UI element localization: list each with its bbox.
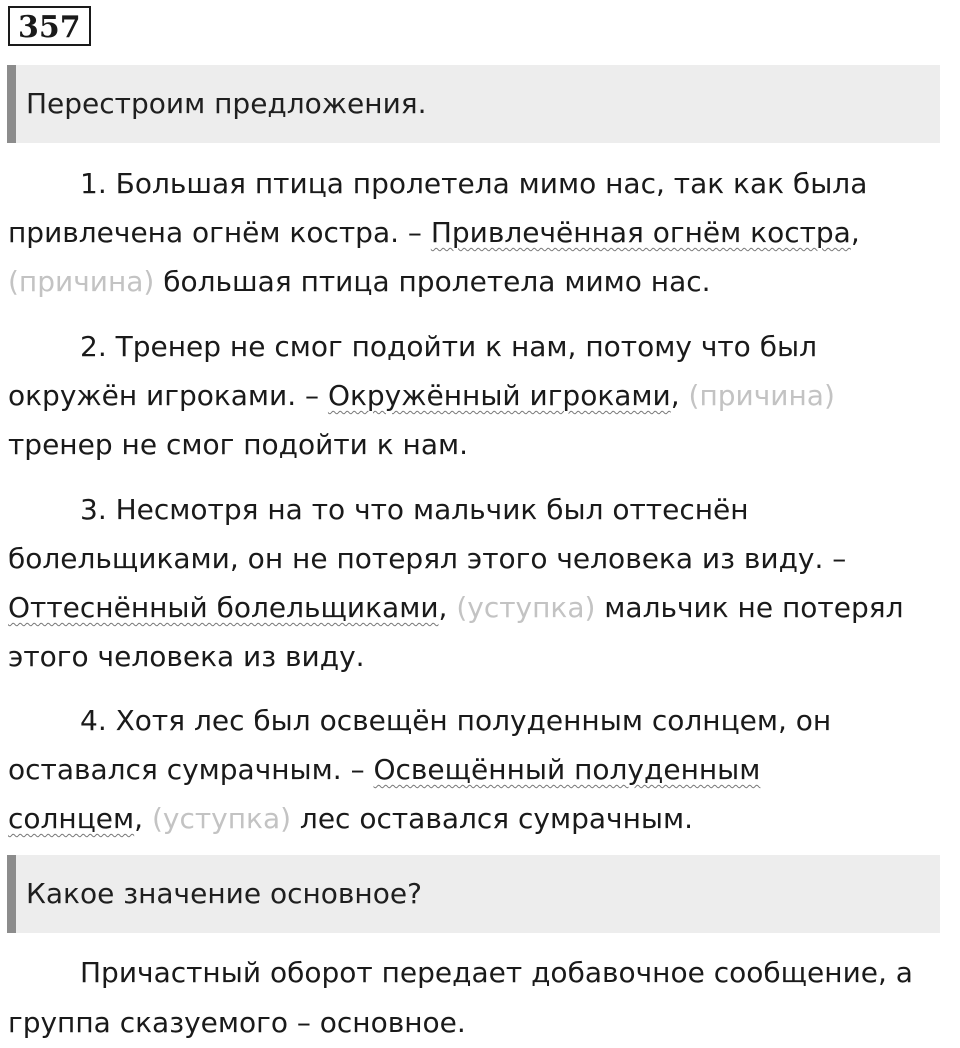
item-3-line-1: 3. Несмотря на то что мальчик был оттеснён bbox=[80, 493, 749, 526]
item-4-participle-phrase-part-1: Освещённый полуденным bbox=[373, 753, 761, 786]
item-2-main-clause: тренер не смог подойти к нам. bbox=[8, 428, 469, 461]
item-4-main-clause: лес оставался сумрачным. bbox=[291, 802, 694, 835]
item-2-comma: , bbox=[670, 379, 689, 412]
item-4-original-end: оставался сумрачным. – bbox=[8, 753, 374, 786]
item-3-meaning-note: (уступка) bbox=[456, 591, 596, 624]
item-1-meaning-note: (причина) bbox=[8, 265, 155, 298]
answer-line-1: Причастный оборот передает добавочное сообщение, а bbox=[80, 956, 913, 989]
item-1-line-1: 1. Большая птица пролетела мимо нас, так как была bbox=[80, 167, 868, 200]
task-heading-text: Перестроим предложения. bbox=[26, 87, 427, 120]
item-2-participle-phrase: Окружённый игроками bbox=[327, 379, 671, 412]
item-4-line-3 bbox=[8, 794, 693, 844]
item-2-original-end: окружён игроками. – bbox=[8, 379, 328, 412]
item-4-comma: , bbox=[134, 802, 152, 835]
item-1-line-3 bbox=[8, 257, 711, 307]
item-4-line-2 bbox=[8, 745, 760, 795]
item-3-line-3 bbox=[8, 583, 903, 633]
item-3-comma: , bbox=[438, 591, 457, 624]
item-1-original-end: привлечена огнём костра. – bbox=[8, 216, 431, 249]
item-2-meaning-note: (причина) bbox=[688, 379, 835, 412]
task-heading-rewrite bbox=[7, 65, 940, 143]
item-1-comma: , bbox=[850, 216, 860, 249]
item-3-main-clause: мальчик не потерял bbox=[595, 591, 904, 624]
answer-line-2: группа сказуемого – основное. bbox=[8, 1006, 466, 1039]
item-1-participle-phrase: Привлечённая огнём костра bbox=[430, 216, 851, 249]
item-2-line-1: 2. Тренер не смог подойти к нам, потому что был bbox=[80, 330, 817, 363]
question-text: Какое значение основное? bbox=[26, 877, 422, 910]
exercise-number: 357 bbox=[8, 6, 91, 46]
item-4-line-1: 4. Хотя лес был освещён полуденным солнцем, он bbox=[80, 704, 832, 737]
item-3-participle-phrase: Оттеснённый болельщиками bbox=[8, 591, 439, 624]
item-3-line-2: болельщиками, он не потерял этого человека из виду. – bbox=[8, 542, 847, 575]
item-4-participle-phrase-part-2: солнцем bbox=[8, 802, 135, 835]
task-heading-question bbox=[7, 855, 940, 933]
item-4-meaning-note: (уступка) bbox=[151, 802, 292, 835]
item-3-line-4: этого человека из виду. bbox=[8, 640, 365, 673]
item-1-main-clause: большая птица пролетела мимо нас. bbox=[154, 265, 711, 298]
item-1-line-2 bbox=[8, 208, 860, 258]
item-2-line-2 bbox=[8, 371, 835, 421]
